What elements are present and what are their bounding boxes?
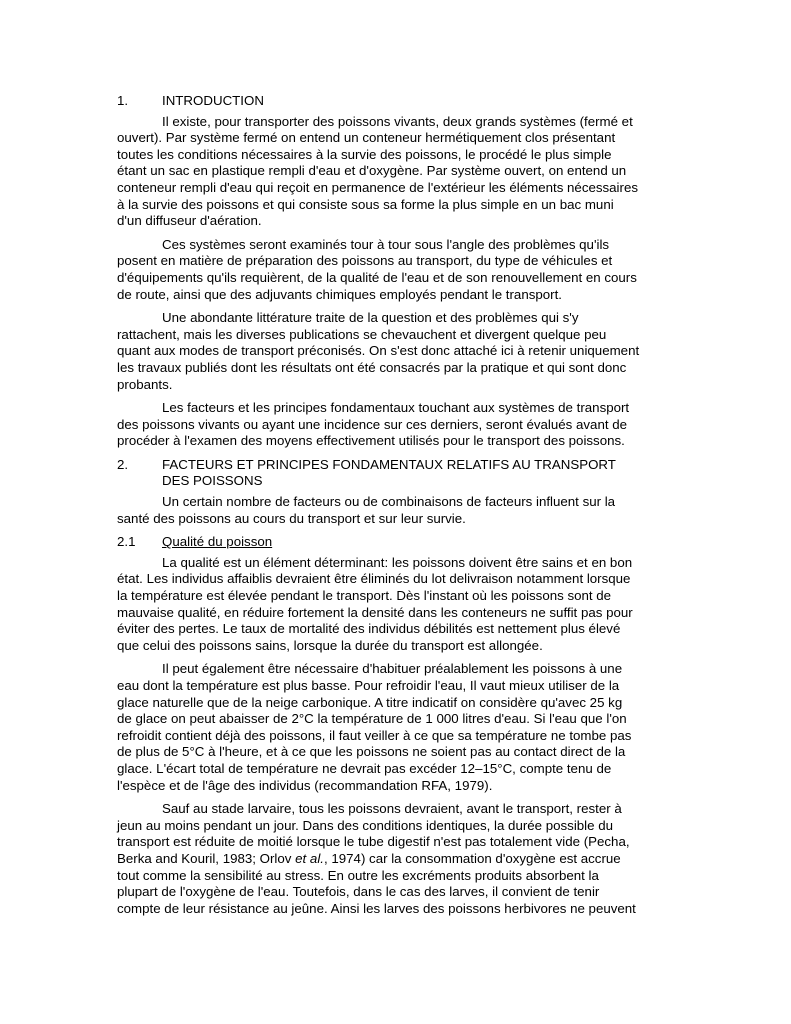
- paragraph: Ces systèmes seront examinés tour à tour sous l'angle des problèmes qu'ils posent en matière de préparation des poissons au transport, du type de véhicules et d'équipements qu'ils requièrent, de la qualité de l'eau et de son renouvellement en cours de route, ainsi que des adjuvants chimiques employés pendant le transport.: [117, 236, 637, 302]
- section-heading-facteurs: [117, 457, 677, 490]
- paragraph: Une abondante littérature traite de la question et des problèmes qui s'y rattachent, mais les diverses publications se chevauchent et divergent quelque peu quant aux modes de transport préconisés. On s'est donc attaché ici à retenir uniquement les travaux publiés dont les résultats ont été consacrés par la pratique et qui sont donc probants.: [117, 310, 640, 392]
- document-page: [117, 92, 677, 924]
- subsection-heading-qualite: [117, 534, 677, 551]
- paragraph: [117, 801, 677, 917]
- paragraph: Un certain nombre de facteurs ou de combinaisons de facteurs influent sur la santé des poissons au cours du transport et sur leur survie.: [117, 494, 616, 526]
- citation-et-al: et al.: [295, 850, 324, 866]
- section-number: 1.: [117, 93, 129, 108]
- paragraph: La qualité est un élément déterminant: les poissons doivent être sains et en bon état. Les individus affaiblis devraient être éliminés du lot delivraison notamment lorsque la température est élevée pendant le transport. Dès l'instant où les poissons sont de mauvaise qualité, en réduire fortement la densité dans les conteneurs ne suffit pas pour éviter des pertes. Le taux de mortalité des individus débilités est nettement plus élevé que celui des poissons sains, lorsque la durée du transport est allongée.: [117, 554, 633, 653]
- section-heading-introduction: [117, 93, 677, 110]
- paragraph: Il peut également être nécessaire d'habituer préalablement les poissons à une eau dont la température est plus basse. Pour refroidir l'eau, Il vaut mieux utiliser de la glace naturelle que de la neige carbonique. A titre indicatif on considère qu'avec 25 kg de glace on peut abaisser de 2°C la température de 1 000 litres d'eau. Si l'eau que l'on refroidit contient déjà des poissons, il faut veiller à ce que sa température ne tombe pas de plus de 5°C à l'heure, et à ce que les poissons ne soient pas au contact direct de la glace. L'écart total de température ne devrait pas excéder 12–15°C, compte tenu de l'espèce et de l'âge des individus (recommandation RFA, 1979).: [117, 661, 632, 793]
- paragraph: Les facteurs et les principes fondamentaux touchant aux systèmes de transport des poissons vivants ou ayant une incidence sur ces derniers, seront évalués avant de procéder à l'examen des moyens effectivement utilisés pour le transport des poissons.: [117, 400, 630, 449]
- subsection-number: 2.1: [117, 534, 136, 550]
- subsection-title: Qualité du poisson: [162, 534, 273, 550]
- paragraph: Il existe, pour transporter des poissons vivants, deux grands systèmes (fermé et ouvert). Par système fermé on entend un conteneur hermétiquement clos présentant toutes les conditions nécessaires à la survie des poissons, le procédé le plus simple étant un sac en plastique rempli d'eau et d'oxygène. Par système ouvert, on entend un conteneur rempli d'eau qui reçoit en permanence de l'extérieur les éléments nécessaires à la survie des poissons et qui consiste sous sa forme la plus simple en un bac muni d'un diffuseur d'aération.: [117, 113, 638, 229]
- paragraph-text: Sauf au stade larvaire, tous les poissons devraient, avant le transport, rester à jeun au moins pendant un jour. Dans des conditions identiques, la durée possible du transport est réduite de moitié lorsque le tube digestif n'est pas totalement vide (Pecha, Berka and Kouril, 1983; Orlov: [117, 801, 630, 866]
- paragraph-text: , 1974) car la consommation d'oxygène est accrue tout comme la sensibilité au stress. En outre les excréments produits absorbent la plupart de l'oxygène de l'eau. Toutefois, dans le cas des larves, il convient de tenir compte de leur résistance au jeûne. Ainsi les larves des poissons herbivores ne peuvent: [117, 850, 636, 916]
- section-number: 2.: [117, 456, 129, 472]
- section-title: INTRODUCTION: [162, 93, 264, 108]
- section-title: FACTEURS ET PRINCIPES FONDAMENTAUX RELATIFS AU TRANSPORT DES POISSONS: [162, 456, 616, 489]
